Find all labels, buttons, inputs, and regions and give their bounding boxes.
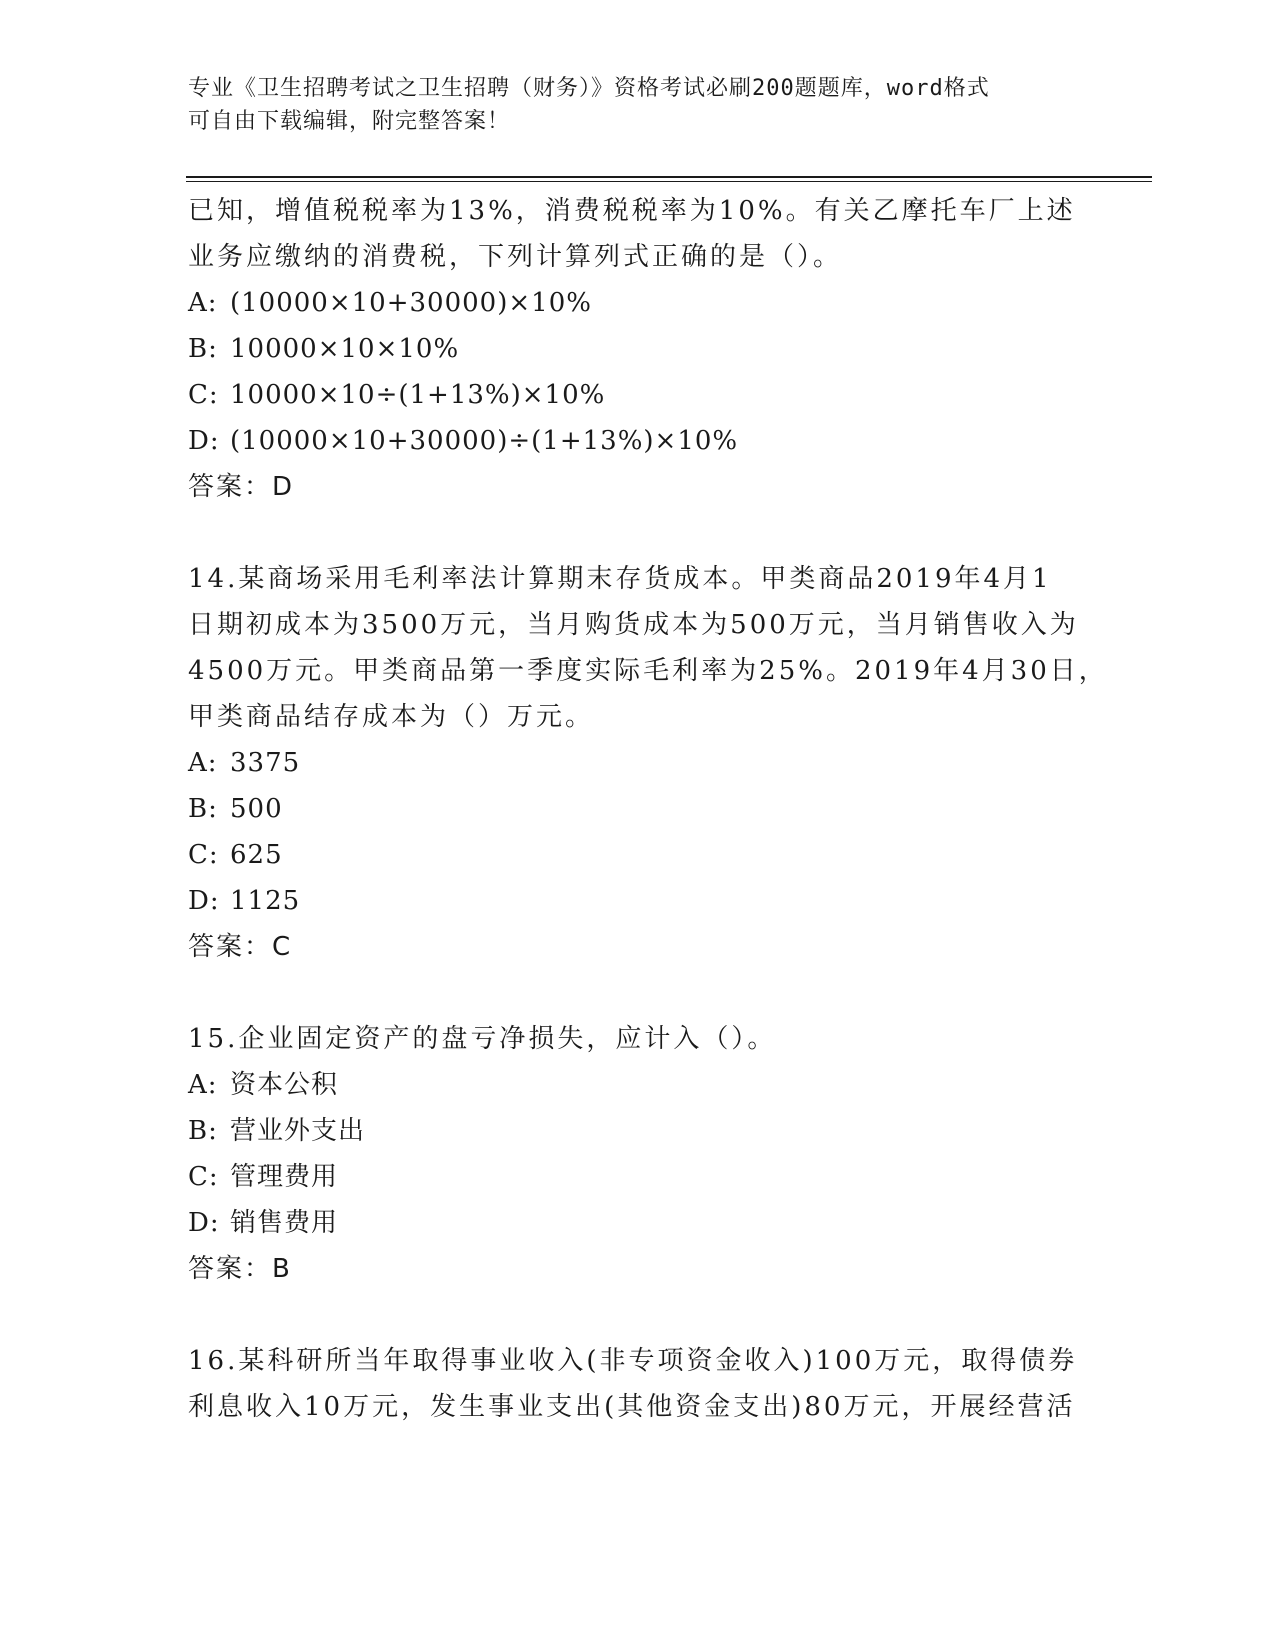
option-text: 1125: [230, 886, 301, 916]
option-text: 销售费用: [230, 1208, 339, 1238]
option-b: [188, 786, 1088, 832]
spacer: [188, 510, 1088, 556]
option-text: 营业外支出: [230, 1116, 366, 1146]
option-text: 管理费用: [230, 1162, 339, 1192]
option-d: [188, 1200, 1088, 1246]
document-header: [188, 72, 1088, 138]
question-text-line: 16.某科研所当年取得事业收入(非专项资金收入)100万元，取得债券: [188, 1346, 1078, 1376]
option-label: D:: [188, 1208, 220, 1238]
spacer: [188, 970, 1088, 1016]
option-text: 625: [230, 840, 283, 870]
option-label: B:: [188, 794, 218, 824]
answer-line: 答案：C: [188, 932, 293, 962]
question-16: [188, 1338, 1088, 1430]
option-text: 资本公积: [230, 1070, 339, 1100]
question-text-line: 15.企业固定资产的盘亏净损失，应计入（）。: [188, 1024, 777, 1054]
question-15: [188, 1016, 1088, 1292]
question-text-line: 日期初成本为3500万元，当月购货成本为500万元，当月销售收入为: [188, 610, 1079, 640]
option-d: [188, 418, 1088, 464]
answer-line: 答案：D: [188, 472, 295, 502]
option-c: [188, 1154, 1088, 1200]
option-label: A:: [188, 748, 218, 778]
option-label: C:: [188, 1162, 219, 1192]
question-14: [188, 556, 1108, 970]
option-label: A:: [188, 288, 218, 318]
option-d: [188, 878, 1088, 924]
answer-line: 答案：B: [188, 1254, 292, 1284]
spacer: [188, 1292, 1088, 1338]
option-text: (10000×10+30000)÷(1+13%)×10%: [230, 426, 739, 456]
question-text-line: 业务应缴纳的消费税，下列计算列式正确的是（）。: [188, 242, 843, 272]
option-label: A:: [188, 1070, 218, 1100]
option-c: [188, 832, 1088, 878]
option-label: C:: [188, 380, 219, 410]
option-text: 500: [230, 794, 283, 824]
option-text: 3375: [230, 748, 301, 778]
option-label: D:: [188, 886, 220, 916]
question-13: [188, 188, 1088, 510]
option-b: [188, 326, 1088, 372]
header-divider-thin: [186, 181, 1152, 182]
option-a: [188, 1062, 1088, 1108]
option-label: B:: [188, 334, 218, 364]
question-text-line: 4500万元。甲类商品第一季度实际毛利率为25%。2019年4月30日，: [188, 656, 1108, 686]
option-text: 10000×10÷(1+13%)×10%: [230, 380, 606, 410]
question-text-line: 14.某商场采用毛利率法计算期末存货成本。甲类商品2019年4月1: [188, 564, 1052, 594]
option-a: [188, 740, 1088, 786]
option-label: D:: [188, 426, 220, 456]
option-c: [188, 372, 1088, 418]
option-text: (10000×10+30000)×10%: [230, 288, 592, 318]
option-label: C:: [188, 840, 219, 870]
question-text-line: 利息收入10万元，发生事业支出(其他资金支出)80万元，开展经营活: [188, 1392, 1076, 1422]
header-line-1: 专业《卫生招聘考试之卫生招聘（财务）》资格考试必刷200题题库，word格式: [188, 76, 990, 101]
option-label: B:: [188, 1116, 218, 1146]
question-list: [188, 188, 1108, 1430]
header-line-2: 可自由下载编辑，附完整答案！: [188, 109, 511, 134]
option-a: [188, 280, 1088, 326]
option-text: 10000×10×10%: [230, 334, 460, 364]
question-text-line: 已知，增值税税率为13%，消费税税率为10%。有关乙摩托车厂上述: [188, 196, 1076, 226]
question-text-line: 甲类商品结存成本为（）万元。: [188, 702, 595, 732]
option-b: [188, 1108, 1088, 1154]
header-divider-thick: [186, 176, 1152, 178]
